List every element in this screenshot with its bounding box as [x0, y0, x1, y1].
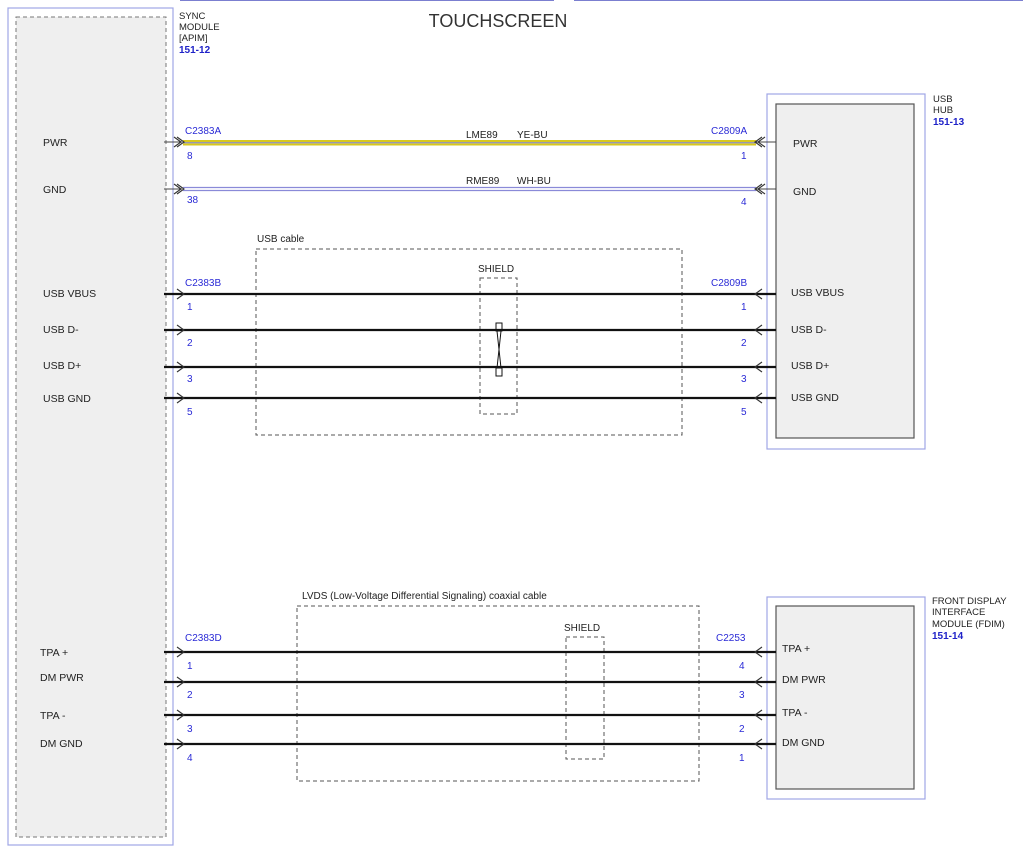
sync-pin-dm-gnd: DM GND [40, 738, 83, 750]
sync-pin-gnd: GND [43, 184, 67, 196]
hub-pin-usb-vbus: USB VBUS [791, 287, 845, 299]
fdim-pin-dm-gnd: DM GND [782, 737, 825, 749]
pin-number-left: 1 [187, 661, 193, 672]
pin-number-right: 2 [739, 724, 745, 735]
connector-c2383b: C2383B [185, 278, 222, 289]
fdim-module [767, 596, 1007, 799]
fdim-label-2: INTERFACE [932, 607, 986, 618]
pin-number-left: 2 [187, 338, 193, 349]
pin-number-right: 1 [741, 151, 747, 162]
pin-number-right: 3 [739, 690, 745, 701]
sync-module-body [16, 17, 166, 837]
lvds-shield-box [566, 637, 604, 759]
fdim-pin-tpa-minus: TPA - [782, 707, 808, 719]
pin-number-right: 3 [741, 374, 747, 385]
wire-pwr [164, 141, 776, 145]
fdim-label-3: MODULE (FDIM) [932, 619, 1005, 630]
sync-pin-pwr: PWR [43, 137, 68, 149]
sync-pin-usb-d-plus: USB D+ [43, 360, 82, 372]
sync-module-label-2: MODULE [179, 22, 220, 33]
pin-number-right: 2 [741, 338, 747, 349]
usb-hub-label-2: HUB [933, 105, 954, 116]
hub-pin-pwr: PWR [793, 138, 818, 150]
usb-cable-label: USB cable [257, 234, 305, 245]
pin-number-right: 4 [741, 197, 747, 208]
fdim-label-1: FRONT DISPLAY [932, 596, 1007, 607]
usb-hub-module [767, 94, 965, 449]
fdim-ref: 151-14 [932, 631, 964, 642]
usb-cable-box [256, 249, 682, 435]
hub-pin-gnd: GND [793, 186, 817, 198]
sync-pin-tpa-minus: TPA - [40, 710, 66, 722]
lvds-cable-box [297, 606, 699, 781]
pin-number-right: 1 [739, 753, 745, 764]
usb-hub-label-1: USB [933, 94, 953, 105]
sync-module-label-1: SYNC [179, 11, 206, 22]
sync-pin-usb-vbus: USB VBUS [43, 288, 97, 300]
pin-number-left: 5 [187, 407, 193, 418]
lvds-cable [297, 591, 699, 781]
fdim-pin-tpa-plus: TPA + [782, 643, 811, 655]
color-code-ye-bu: YE-BU [517, 130, 548, 141]
pin-number-left: 3 [187, 374, 193, 385]
pin-number-left: 1 [187, 302, 193, 313]
sync-module-label-3: [APIM] [179, 33, 208, 44]
pin-number-left: 38 [187, 195, 199, 206]
lvds-cable-label: LVDS (Low-Voltage Differential Signaling) coaxial cable [302, 591, 547, 602]
connector-c2809a: C2809A [711, 126, 748, 137]
fdim-body [776, 606, 914, 789]
fdim-pin-dm-pwr: DM PWR [782, 674, 826, 686]
color-code-wh-bu: WH-BU [517, 176, 551, 187]
pin-number-left: 2 [187, 690, 193, 701]
pin-number-right: 4 [739, 661, 745, 672]
pin-number-left: 3 [187, 724, 193, 735]
connector-c2383d: C2383D [185, 633, 222, 644]
circuit-lme89: LME89 [466, 130, 498, 141]
connector-c2383a: C2383A [185, 126, 222, 137]
diagram-title: TOUCHSCREEN [428, 11, 568, 31]
pin-number-right: 5 [741, 407, 747, 418]
pin-number-left: 8 [187, 151, 193, 162]
connector-c2809b: C2809B [711, 278, 748, 289]
usb-cable [256, 234, 682, 435]
usb-hub-body [776, 104, 914, 438]
sync-pin-dm-pwr: DM PWR [40, 672, 84, 684]
connector-c2253: C2253 [716, 633, 746, 644]
circuit-rme89: RME89 [466, 176, 500, 187]
pin-number-left: 4 [187, 753, 193, 764]
hub-pin-usb-d-minus: USB D- [791, 324, 827, 336]
usb-hub-ref: 151-13 [933, 117, 965, 128]
sync-pin-usb-d-minus: USB D- [43, 324, 79, 336]
lvds-shield-label: SHIELD [564, 623, 601, 634]
hub-pin-usb-d-plus: USB D+ [791, 360, 830, 372]
hub-pin-usb-gnd: USB GND [791, 392, 839, 404]
pin-number-right: 1 [741, 302, 747, 313]
sync-module-ref: 151-12 [179, 45, 211, 56]
sync-pin-tpa-plus: TPA + [40, 647, 69, 659]
wire-gnd [164, 188, 776, 191]
sync-pin-usb-gnd: USB GND [43, 393, 91, 405]
usb-shield-label: SHIELD [478, 264, 515, 275]
